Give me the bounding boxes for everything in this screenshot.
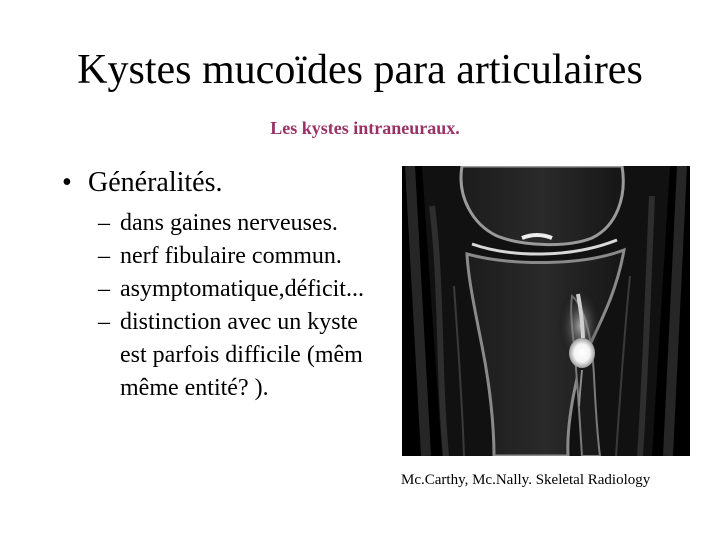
subitem-list <box>98 207 428 405</box>
list-item <box>98 306 428 405</box>
dash-marker: – <box>98 276 110 302</box>
list-item-text-line: distinction avec un kyste <box>120 309 358 335</box>
list-item-text: dans gaines nerveuses. <box>120 210 338 236</box>
bullet-generalites <box>62 166 223 200</box>
list-item-text: nerf fibulaire commun. <box>120 243 342 269</box>
slide-subtitle: Les kystes intraneuraux. <box>270 118 460 138</box>
list-item <box>98 240 428 273</box>
mri-image <box>402 166 690 456</box>
dash-marker: – <box>98 309 110 335</box>
list-item-text-line: même entité? ). <box>120 375 269 401</box>
bullet-symbol: • <box>62 167 72 198</box>
list-item-text-line: est parfois difficile (mêm <box>120 342 363 368</box>
dash-marker: – <box>98 210 110 236</box>
list-item-text: asymptomatique,déficit... <box>120 276 364 302</box>
slide-title: Kystes mucoïdes para articulaires <box>77 47 643 93</box>
dash-marker: – <box>98 243 110 269</box>
list-item <box>98 273 428 306</box>
list-item <box>98 207 428 240</box>
image-credit: Mc.Carthy, Mc.Nally. Skeletal Radiology <box>401 472 651 488</box>
bullet-label: Généralités. <box>88 167 223 198</box>
mri-knee-illustration <box>402 166 690 456</box>
